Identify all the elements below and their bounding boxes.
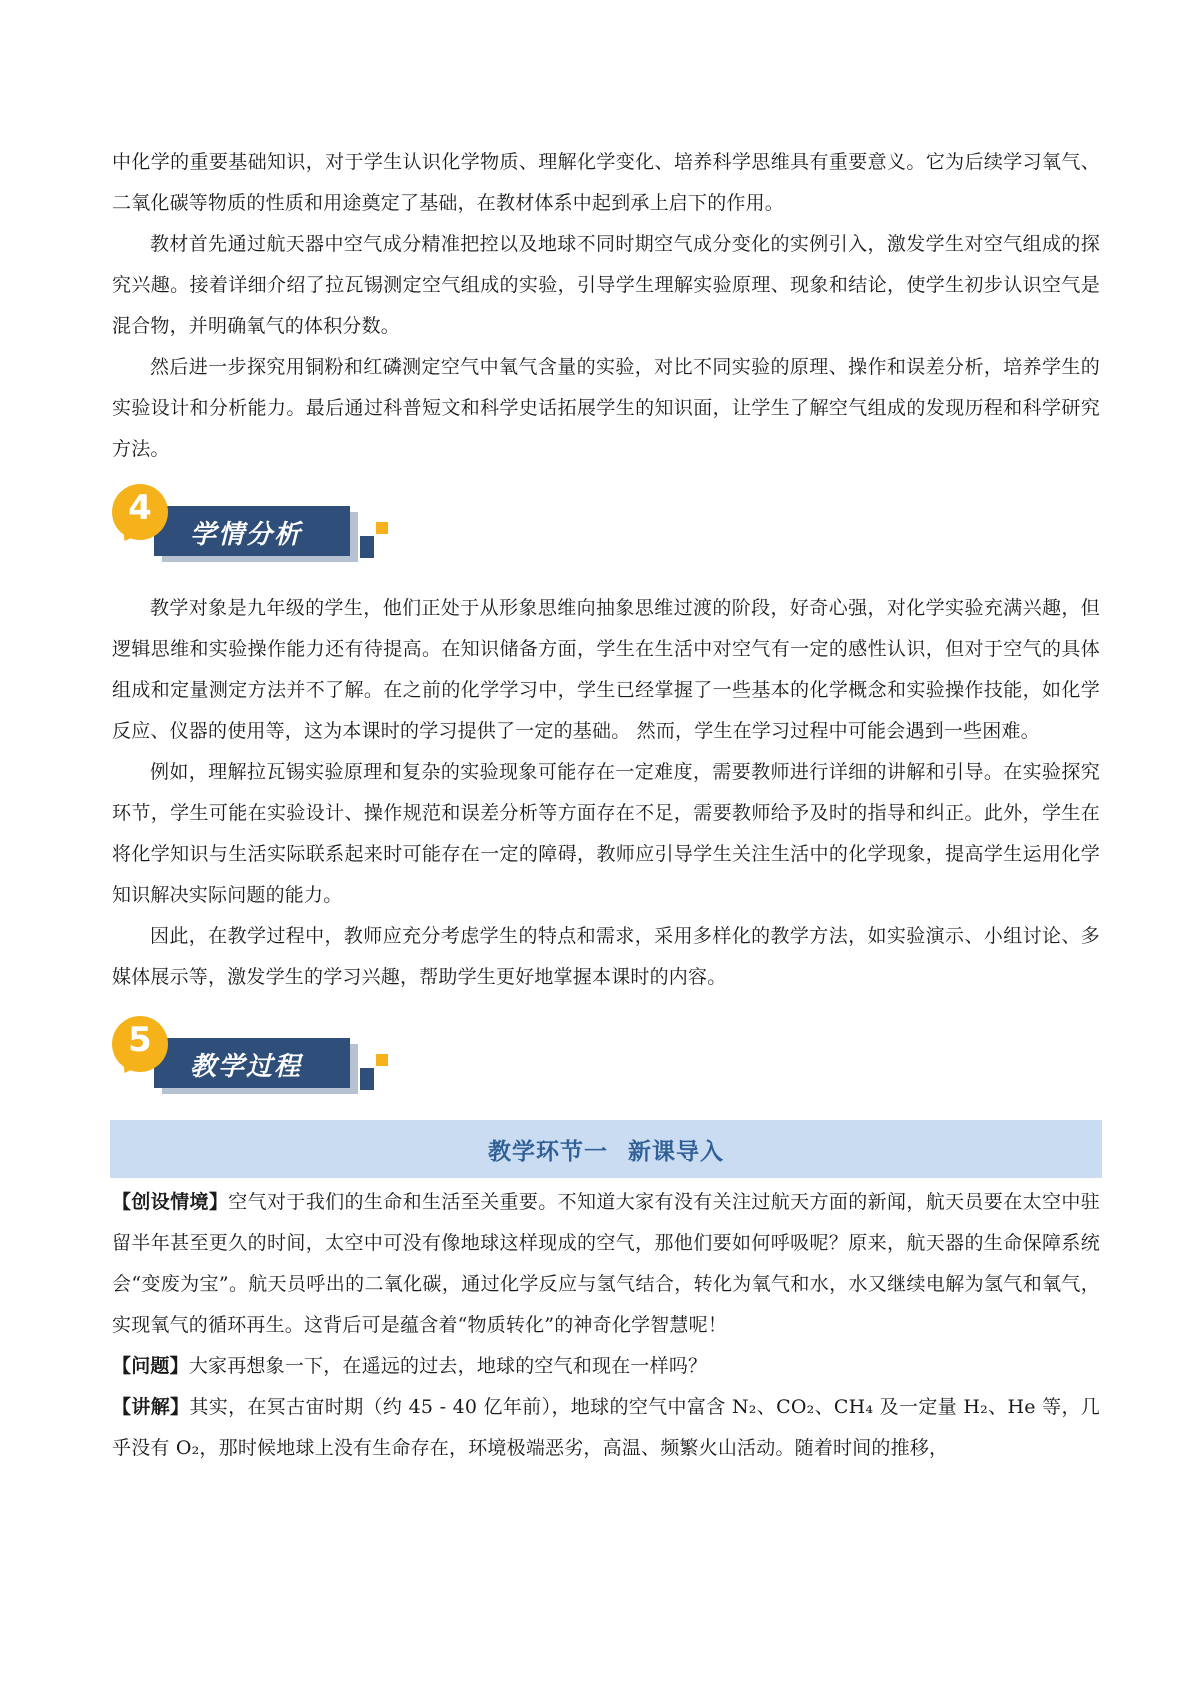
analysis-paragraph-3: 因此，在教学过程中，教师应充分考虑学生的特点和需求，采用多样化的教学方法，如实验演示、小组讨论、多媒体展示等，激发学生的学习兴趣，帮助学生更好地掌握本课时的内容。 [112, 925, 1100, 988]
scene-paragraph [112, 1182, 1100, 1346]
heading-decor-blue-square [360, 536, 374, 558]
explain-text: 其实，在冥古宙时期（约 45 - 40 亿年前），地球的空气中富含 N₂、CO₂、CH₄ 及一定量 H₂、He 等，几乎没有 O₂，那时候地球上没有生命存在，环境极端恶劣，高温、频繁火山活动。随着时间的推移， [112, 1396, 1100, 1459]
teaching-step-banner [110, 1120, 1102, 1178]
section-title: 学情分析 [190, 520, 303, 550]
section-number: 5 [128, 1020, 152, 1060]
heading-decor-orange-square [376, 522, 388, 534]
explain-tag: 【讲解】 [112, 1396, 190, 1418]
explain-paragraph [112, 1387, 1100, 1469]
document-page [112, 142, 1100, 1469]
analysis-paragraph-1: 教学对象是九年级的学生，他们正处于从形象思维向抽象思维过渡的阶段，好奇心强，对化学实验充满兴趣，但逻辑思维和实验操作能力还有待提高。在知识储备方面，学生在生活中对空气有一定的感性认识，但对于空气的具体组成和定量测定方法并不了解。在之前的化学学习中，学生已经掌握了一些基本的化学概念和实验操作技能，如化学反应、仪器的使用等，这为本课时的学习提供了一定的基础。 然而，学生在学习过程中可能会遇到一些困难。 [112, 597, 1100, 742]
intro-paragraph-2: 教材首先通过航天器中空气成分精准把控以及地球不同时期空气成分变化的实例引入，激发学生对空气组成的探究兴趣。接着详细介绍了拉瓦锡测定空气组成的实验，引导学生理解实验原理、现象和结论，使学生初步认识空气是混合物，并明确氧气的体积分数。 [112, 233, 1100, 337]
intro-paragraph-3: 然后进一步探究用铜粉和红磷测定空气中氧气含量的实验，对比不同实验的原理、操作和误差分析，培养学生的实验设计和分析能力。最后通过科普短文和科学史话拓展学生的知识面，让学生了解空气组成的发现历程和科学研究方法。 [112, 356, 1100, 460]
question-text: 大家再想象一下，在遥远的过去，地球的空气和现在一样吗？ [188, 1355, 708, 1377]
section-title: 教学过程 [190, 1052, 303, 1082]
scene-tag: 【创设情境】 [112, 1191, 229, 1213]
section-number: 4 [128, 488, 152, 528]
banner-step-title: 新课导入 [628, 1138, 724, 1165]
intro-paragraph-1: 中化学的重要基础知识，对于学生认识化学物质、理解化学变化、培养科学思维具有重要意义。它为后续学习氧气、二氧化碳等物质的性质和用途奠定了基础，在教材体系中起到承上启下的作用。 [112, 151, 1100, 214]
question-tag: 【问题】 [112, 1355, 189, 1377]
banner-step-label: 教学环节一 [488, 1138, 608, 1165]
heading-decor-orange-square [376, 1054, 388, 1066]
analysis-paragraph-2: 例如，理解拉瓦锡实验原理和复杂的实验现象可能存在一定难度，需要教师进行详细的讲解和引导。在实验探究环节，学生可能在实验设计、操作规范和误差分析等方面存在不足，需要教师给予及时的指导和纠正。此外，学生在将化学知识与生活实际联系起来时可能存在一定的障碍，教师应引导学生关注生活中的化学现象，提高学生运用化学知识解决实际问题的能力。 [112, 761, 1100, 906]
section-heading-5 [112, 1016, 1100, 1094]
section-heading-4 [112, 484, 1100, 562]
question-paragraph [112, 1346, 1100, 1387]
scene-text: 空气对于我们的生命和生活至关重要。不知道大家有没有关注过航天方面的新闻，航天员要在太空中驻留半年甚至更久的时间，太空中可没有像地球这样现成的空气，那他们要如何呼吸呢？原来，航天器的生命保障系统会“变废为宝”。航天员呼出的二氧化碳，通过化学反应与氢气结合，转化为氧气和水，水又继续电解为氢气和氧气，实现氧气的循环再生。这背后可是蕴含着“物质转化”的神奇化学智慧呢！ [112, 1191, 1100, 1336]
heading-decor-blue-square [360, 1068, 374, 1090]
